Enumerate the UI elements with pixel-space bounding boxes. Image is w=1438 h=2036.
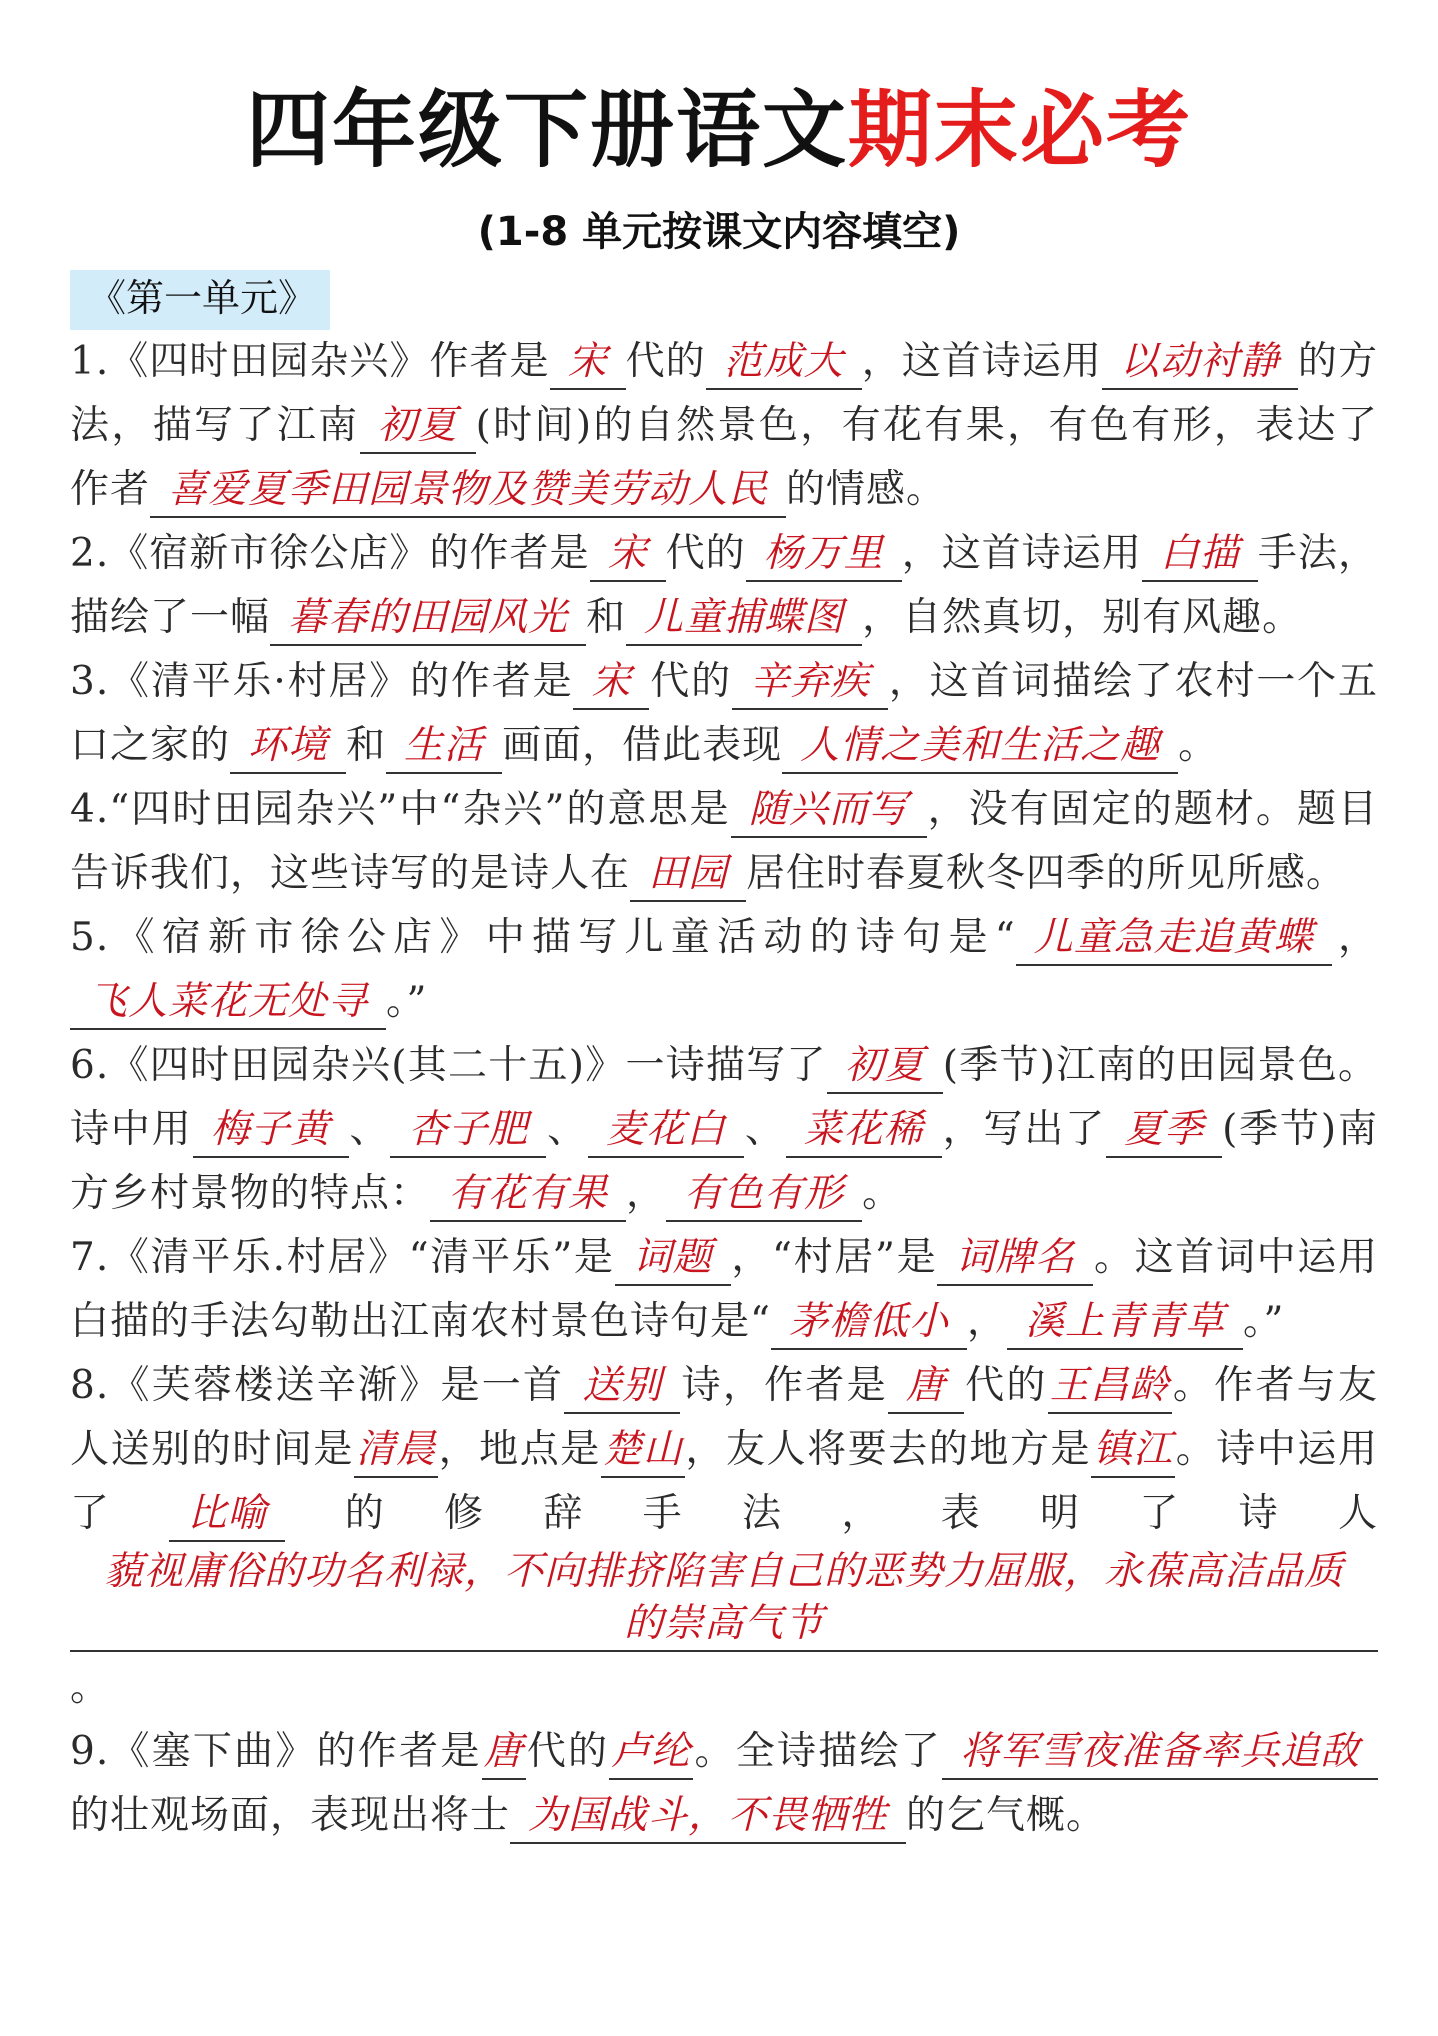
answer-blank: 唐 xyxy=(888,1360,964,1414)
answer-blank: 清晨 xyxy=(354,1424,438,1478)
question-text: ，写出了 xyxy=(941,1107,1107,1152)
question-text: ，地点是 xyxy=(438,1427,601,1472)
question-text: ，这首诗运用 xyxy=(901,531,1142,576)
question-item xyxy=(70,522,1378,650)
answer-blank: 将军雪夜准备率兵追敌 xyxy=(942,1726,1378,1780)
question-item xyxy=(70,1720,1378,1848)
question-text: 4.“四时田园杂兴”中“杂兴”的意思是 xyxy=(70,787,731,832)
question-text: 1.《四时田园杂兴》作者是 xyxy=(70,339,550,384)
answer-blank: 藐视庸俗的功名利禄，不向排挤陷害自己的恶势力屈服，永葆高洁品质的崇高气节 xyxy=(70,1546,1378,1652)
answer-blank: 词牌名 xyxy=(937,1232,1093,1286)
question-item xyxy=(70,1226,1378,1354)
question-text: 5.《宿新市徐公店》中描写儿童活动的诗句是“ xyxy=(70,915,1016,960)
answer-blank: 麦花白 xyxy=(588,1104,744,1158)
question-text: 、 xyxy=(546,1107,589,1152)
answer-blank: 宋 xyxy=(573,656,649,710)
answer-blank: 镇江 xyxy=(1091,1424,1175,1478)
question-text: 6.《四时田园杂兴(其二十五)》一诗描写了 xyxy=(70,1043,827,1088)
answer-blank: 暮春的田园风光 xyxy=(270,592,586,646)
unit-heading: 《第一单元》 xyxy=(70,270,330,330)
question-item xyxy=(70,650,1378,778)
question-text: ，没有固定的题材。题目告诉我们，这些诗写的是诗人在 xyxy=(70,787,1378,896)
question-text: ， xyxy=(626,1171,667,1216)
question-text: ， xyxy=(1331,915,1378,960)
answer-blank: 溪上青青草 xyxy=(1007,1296,1243,1350)
answer-blank: 为国战斗，不畏牺牲 xyxy=(510,1790,906,1844)
question-text: 。诗中运用了 xyxy=(70,1427,1378,1536)
page-subtitle: (1-8 单元按课文内容填空) xyxy=(477,209,961,255)
question-item xyxy=(70,906,1378,1034)
page-title xyxy=(0,81,1438,179)
title-part-black: 四年级下册语文 xyxy=(245,81,848,179)
answer-blank: 生活 xyxy=(386,720,502,774)
answer-blank: 杨万里 xyxy=(746,528,902,582)
question-text: 8.《芙蓉楼送辛渐》是一首 xyxy=(70,1363,565,1408)
question-text: ，这首词描绘了农村一个五口之家的 xyxy=(70,659,1378,768)
answer-blank: 随兴而写 xyxy=(731,784,927,838)
answer-blank: 以动衬静 xyxy=(1102,336,1298,390)
answer-blank: 飞人菜花无处寻 xyxy=(70,976,386,1030)
answer-blank: 词题 xyxy=(615,1232,731,1286)
question-text: 7.《清平乐.村居》“清平乐”是 xyxy=(70,1235,615,1280)
title-part-red: 期末必考 xyxy=(848,81,1193,179)
answer-blank: 杏子肥 xyxy=(390,1104,546,1158)
answer-blank: 环境 xyxy=(230,720,346,774)
question-text: 的修辞手法，表明了诗人 xyxy=(285,1491,1378,1536)
answer-blank: 初夏 xyxy=(360,400,476,454)
question-text: 3.《清平乐·村居》的作者是 xyxy=(70,659,574,704)
question-text: ，这首诗运用 xyxy=(861,339,1102,384)
question-text: 。 xyxy=(70,1665,111,1710)
answer-blank: 白描 xyxy=(1142,528,1258,582)
question-item xyxy=(70,778,1378,906)
question-text: (季节)江南的田园景色。诗中用 xyxy=(70,1043,1378,1152)
question-text: (时间)的自然景色，有花有果，有色有形，表达了作者 xyxy=(70,403,1378,512)
answer-blank: 比喻 xyxy=(169,1488,285,1542)
question-text: 。全诗描绘了 xyxy=(693,1729,942,1774)
answer-blank: 唐 xyxy=(482,1726,526,1780)
question-text: 代的 xyxy=(963,1363,1048,1408)
question-text: 的乞气概。 xyxy=(906,1793,1107,1838)
question-text: 画面，借此表现 xyxy=(502,723,783,768)
question-text: (季节)南方乡村景物的特点： xyxy=(70,1107,1378,1216)
question-text: 。” xyxy=(386,979,428,1024)
answer-blank: 人情之美和生活之趣 xyxy=(782,720,1178,774)
question-text: 、 xyxy=(744,1107,786,1152)
answer-blank: 儿童捕蝶图 xyxy=(626,592,862,646)
answer-blank: 茅檐低小 xyxy=(771,1296,967,1350)
question-text: 9.《塞下曲》的作者是 xyxy=(70,1729,482,1774)
question-text: ，自然真切，别有风趣。 xyxy=(862,595,1303,640)
question-text: 。作者与友人送别的时间是 xyxy=(70,1363,1378,1472)
question-item xyxy=(70,330,1378,522)
answer-blank: 有花有果 xyxy=(430,1168,626,1222)
question-text: 手法，描绘了一幅 xyxy=(70,531,1378,640)
answer-blank: 儿童急走追黄蝶 xyxy=(1016,912,1332,966)
answer-blank: 有色有形 xyxy=(666,1168,862,1222)
question-text: 和 xyxy=(586,595,627,640)
answer-blank: 送别 xyxy=(564,1360,680,1414)
question-text: 的方法，描写了江南 xyxy=(70,339,1378,448)
answer-blank: 宋 xyxy=(550,336,626,390)
answer-blank: 辛弃疾 xyxy=(732,656,888,710)
question-text: 2.《宿新市徐公店》的作者是 xyxy=(70,531,590,576)
question-text: 的情感。 xyxy=(786,467,947,512)
question-text: ，友人将要去的地方是 xyxy=(684,1427,1092,1472)
question-text: 的壮观场面，表现出将士 xyxy=(70,1793,511,1838)
question-text: 。” xyxy=(1243,1299,1285,1344)
question-text: ，“村居”是 xyxy=(730,1235,938,1280)
question-item xyxy=(70,1354,1378,1720)
question-text: 、 xyxy=(348,1107,391,1152)
question-text: 和 xyxy=(346,723,387,768)
question-text: 代的 xyxy=(625,339,706,384)
answer-blank: 范成大 xyxy=(706,336,862,390)
question-item xyxy=(70,1034,1378,1226)
question-text: 诗，作者是 xyxy=(680,1363,888,1408)
question-text: 居住时春夏秋冬四季的所见所感。 xyxy=(746,851,1347,896)
answer-blank: 夏季 xyxy=(1106,1104,1222,1158)
answer-blank: 卢纶 xyxy=(609,1726,693,1780)
answer-blank: 喜爱夏季田园景物及赞美劳动人民 xyxy=(150,464,786,518)
question-text: 代的 xyxy=(649,659,732,704)
question-list xyxy=(70,330,1378,1848)
answer-blank: 王昌龄 xyxy=(1048,1360,1172,1414)
question-text: 代的 xyxy=(665,531,746,576)
question-text: 。 xyxy=(862,1171,903,1216)
answer-blank: 菜花稀 xyxy=(786,1104,942,1158)
question-text: 。 xyxy=(1178,723,1219,768)
answer-blank: 田园 xyxy=(630,848,746,902)
answer-blank: 宋 xyxy=(590,528,666,582)
answer-blank: 初夏 xyxy=(827,1040,943,1094)
question-text: 。这首词中运用白描的手法勾勒出江南农村景色诗句是“ xyxy=(70,1235,1378,1344)
question-text: 代的 xyxy=(525,1729,610,1774)
answer-blank: 楚山 xyxy=(601,1424,685,1478)
answer-blank: 梅子黄 xyxy=(193,1104,349,1158)
question-text: ， xyxy=(966,1299,1007,1344)
